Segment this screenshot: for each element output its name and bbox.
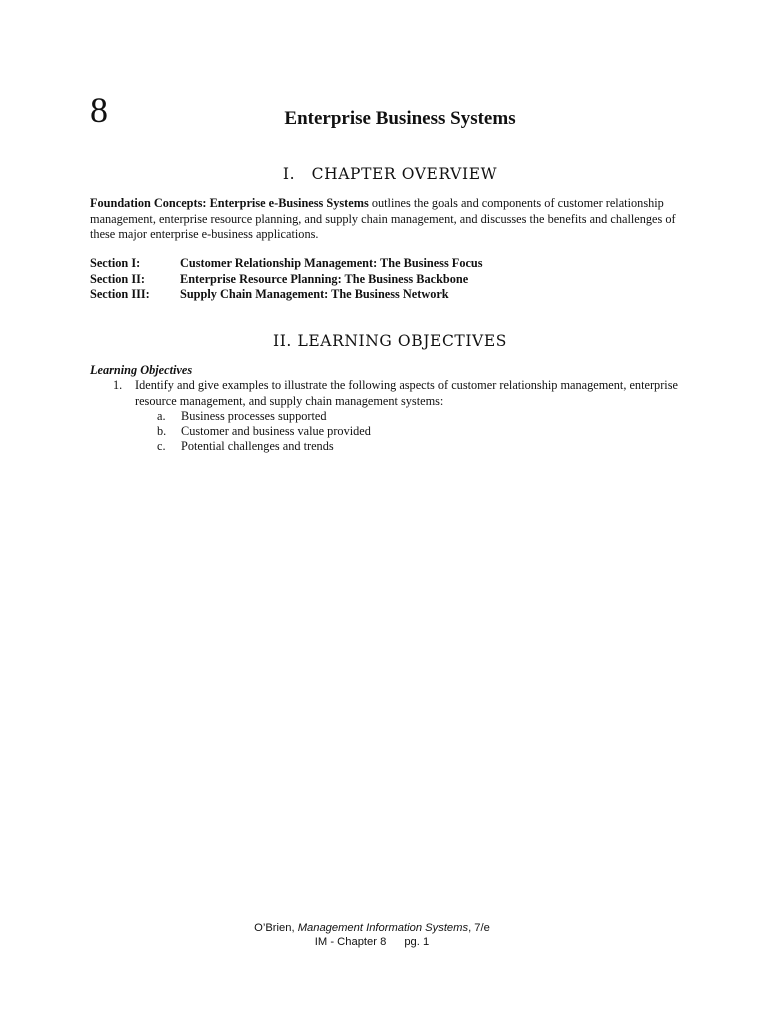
objective-subitem [157,409,690,424]
footer-book-title: Management Information Systems [297,922,469,934]
section-row [90,272,690,288]
section-row [90,287,690,303]
section-title: Customer Relationship Management: The Business Focus [180,256,483,270]
subitem-text: Potential challenges and trends [181,439,334,454]
section-label: Section II: [90,271,145,286]
overview-body: outlines the goals and components of customer relationship management, enterprise resource planning, and supply chain management, and discusses the benefits and challenges of these major enterprise e-business applications. [90,196,676,241]
section-title: Enterprise Resource Planning: The Business Backbone [180,271,469,286]
page-footer [0,921,744,949]
objective-subitem [157,424,690,439]
sections-list [90,256,690,303]
footer-chapter: IM - Chapter 8 [314,936,387,948]
overview-paragraph [90,196,685,243]
subitem-letter: b. [157,424,167,439]
objective-item [90,378,690,409]
section-title: Supply Chain Management: The Business Network [180,287,449,301]
section-label: Section I: [90,256,141,270]
subitem-letter: c. [157,439,166,454]
overview-lead: Foundation Concepts: Enterprise e-Business Systems [90,196,369,210]
learning-objectives-heading: II. LEARNING OBJECTIVES [272,332,507,350]
objective-text: Identify and give examples to illustrate the following aspects of customer relationship management, enterprise resource management, and supply chain management systems: [135,378,678,408]
chapter-overview-heading: I. CHAPTER OVERVIEW [282,165,498,183]
footer-author: O’Brien, [254,922,298,934]
objective-subitem [157,439,690,454]
footer-citation [0,921,744,935]
subitem-text: Customer and business value provided [181,424,371,439]
chapter-title: Enterprise Business Systems [284,108,516,129]
objective-subitems [157,409,690,455]
section-label: Section III: [90,287,150,301]
objectives-label: Learning Objectives [90,363,193,377]
objective-number: 1. [113,378,123,393]
chapter-number: 8 [90,90,108,130]
subitem-letter: a. [157,408,166,423]
section-row [90,256,690,272]
footer-edition: , 7/e [468,922,490,934]
footer-page-number: pg. 1 [404,936,430,948]
subitem-text: Business processes supported [181,408,327,423]
objectives-block [90,363,690,455]
footer-page-info [0,935,744,949]
